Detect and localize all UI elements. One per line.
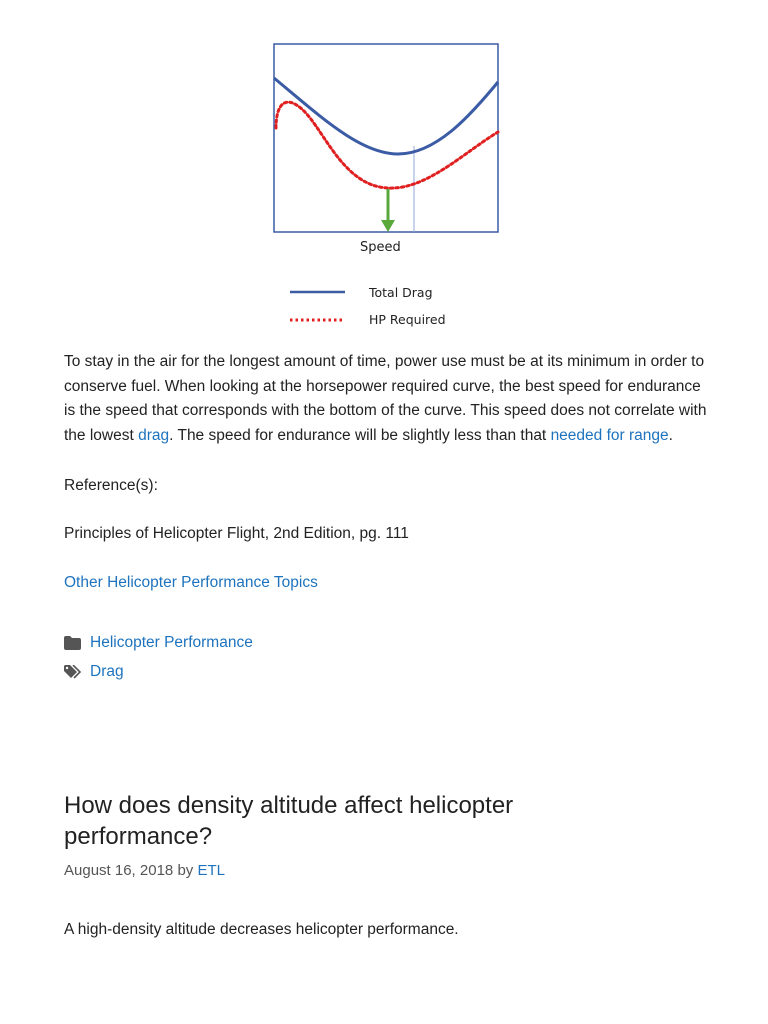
chart-frame — [274, 44, 498, 232]
para-text-3: . — [668, 426, 673, 444]
article-content — [64, 350, 708, 684]
other-topics-link[interactable]: Other Helicopter Performance Topics — [64, 574, 318, 591]
chart-xlabel: Speed — [360, 240, 401, 255]
endurance-arrow-head — [381, 220, 395, 232]
para-text-1: To stay in the air for the longest amount of time, power use must be at its minimum in order to conserve fuel. When looking at the horsepower required curve, the best speed for endurance is the speed that corresponds with the bottom of the curve. This speed does not correlate with the lowest — [64, 353, 707, 444]
para-text-2: . The speed for endurance will be slightly less than that — [169, 426, 551, 444]
drag-link[interactable]: drag — [138, 426, 170, 444]
needed-for-range-link[interactable]: needed for range — [550, 426, 669, 444]
legend-label-total-drag: Total Drag — [369, 285, 433, 300]
post-date: August 16, 2018 — [64, 862, 174, 879]
reference-text: Principles of Helicopter Flight, 2nd Edition, pg. 111 — [64, 525, 409, 542]
references-label: Reference(s): — [64, 477, 158, 494]
next-post-title[interactable]: How does density altitude affect helicopter performance? — [64, 792, 514, 850]
article-paragraph — [64, 350, 708, 448]
drag-hp-figure — [240, 36, 530, 336]
tag-row — [64, 660, 708, 684]
drag-hp-chart — [240, 36, 530, 336]
legend-label-hp-required: HP Required — [369, 312, 446, 327]
post-author-link[interactable]: ETL — [197, 862, 225, 879]
folder-icon — [64, 636, 90, 650]
category-row — [64, 631, 708, 655]
post-by: by — [177, 862, 194, 879]
next-post-excerpt: A high-density altitude decreases helicopter performance. — [64, 921, 459, 938]
tag-link[interactable]: Drag — [90, 663, 124, 680]
tag-icon — [64, 665, 90, 679]
category-link[interactable]: Helicopter Performance — [90, 634, 253, 651]
next-post-meta — [64, 862, 225, 879]
hp-required-curve — [276, 102, 498, 188]
